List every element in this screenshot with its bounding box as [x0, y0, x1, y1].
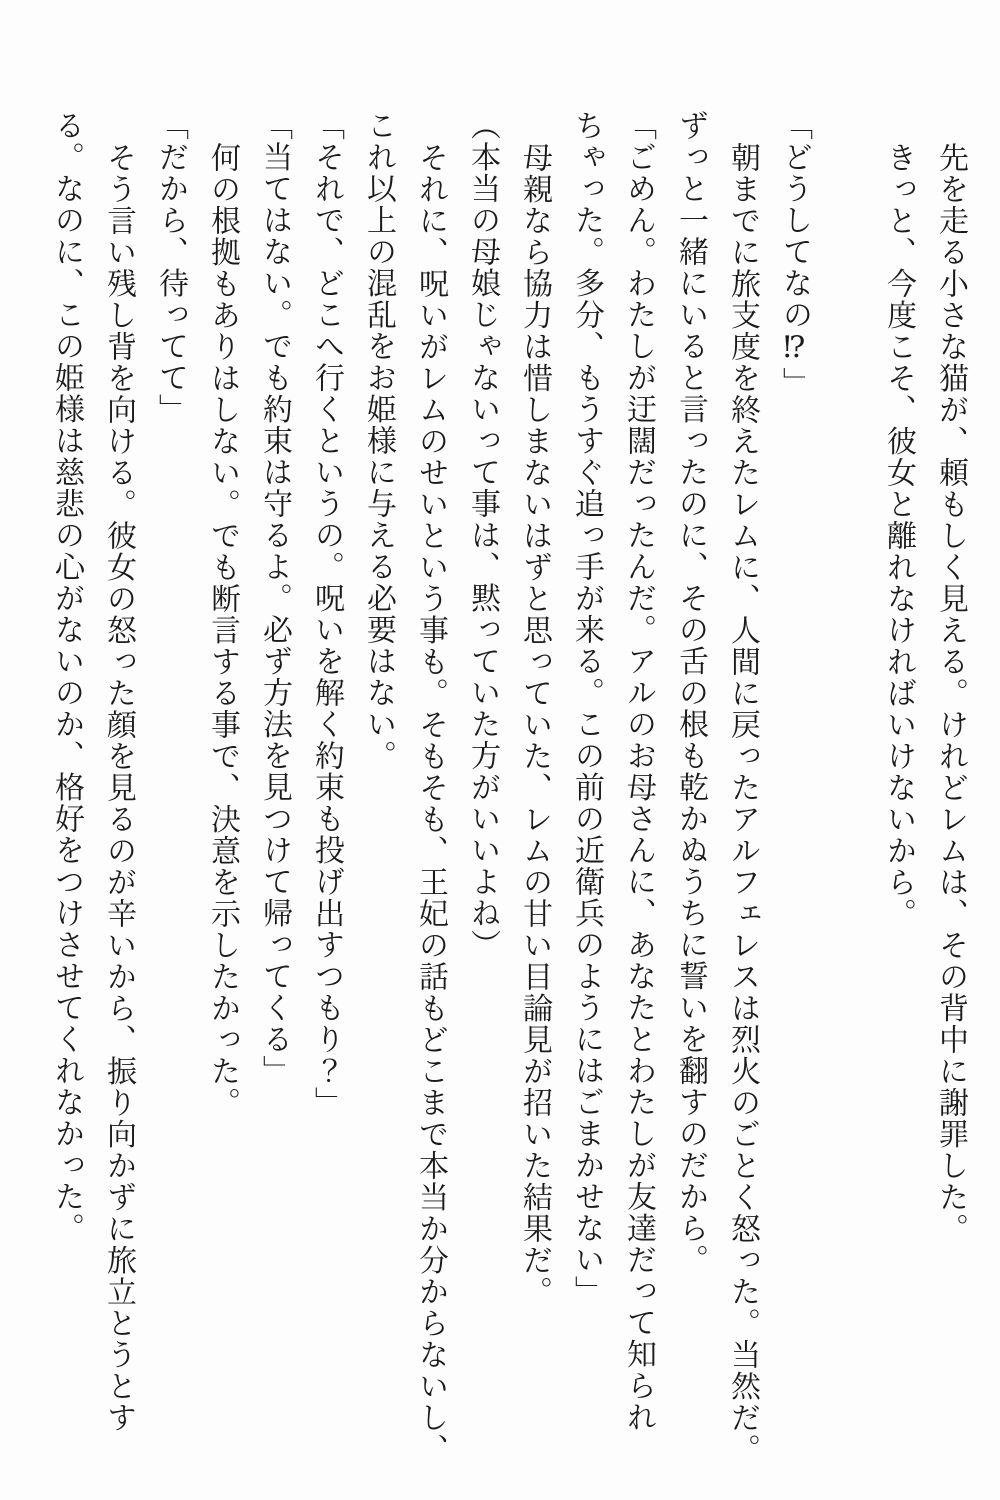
text-line: ずっと一緒にいると言ったのに、その舌の根も乾かぬうちに誓いを翻すのだから。: [673, 110, 708, 1276]
text-line: る。なのに、この姫様は慈悲の心がないのか、格好をつけさせてくれなかった。: [49, 110, 84, 1244]
text-line: 「それで、どこへ行くというの。呪いを解く約束も投げ出すつもり？」: [309, 110, 344, 1118]
text-line: 「だから、待ってて」: [153, 110, 188, 425]
text-line: 「ごめん。わたしが迂闊だったんだ。アルのお母さんに、あなたとわたしが友達だって知られ: [621, 110, 656, 1433]
text-line: それに、呪いがレムのせいという事も。そもそも、王妃の話もどこまで本当か分からないし、: [413, 141, 448, 1465]
text-columns: [40, 110, 976, 1465]
text-line: ちゃった。多分、もうすぐ追っ手が来る。この前の近衛兵のようにはごまかせない」: [569, 110, 604, 1307]
blank-line: [820, 110, 872, 1450]
text-line: これ以上の混乱をお姫様に与える必要はない。: [361, 110, 396, 772]
text-line: 「当てはない。でも約束は守るよ。必ず方法を見つけて帰ってくる」: [257, 110, 292, 1087]
text-line: 「どうしてなの⁉」: [777, 110, 812, 399]
text-line: 母親なら協力は惜しまないはずと思っていた、レムの甘い目論見が招いた結果だ。: [517, 141, 552, 1307]
text-line: 先を走る小さな猫が、頼もしく見える。けれどレムは、その背中に謝罪した。: [933, 141, 968, 1244]
text-line: 何の根拠もありはしない。でも断言する事で、決意を示したかった。: [205, 141, 240, 1118]
text-line: （本当の母娘じゃないって事は、黙っていた方がいいよね）: [465, 110, 500, 961]
text-line: きっと、今度こそ、彼女と離れなければいけないから。: [881, 141, 916, 929]
text-line: 朝までに旅支度を終えたレムに、人間に戻ったアルフェレスは烈火のごとく怒った。当然だ。: [725, 141, 760, 1465]
text-line: そう言い残し背を向ける。彼女の怒った顔を見るのが辛いから、振り向かずに旅立とうとす: [101, 141, 136, 1433]
